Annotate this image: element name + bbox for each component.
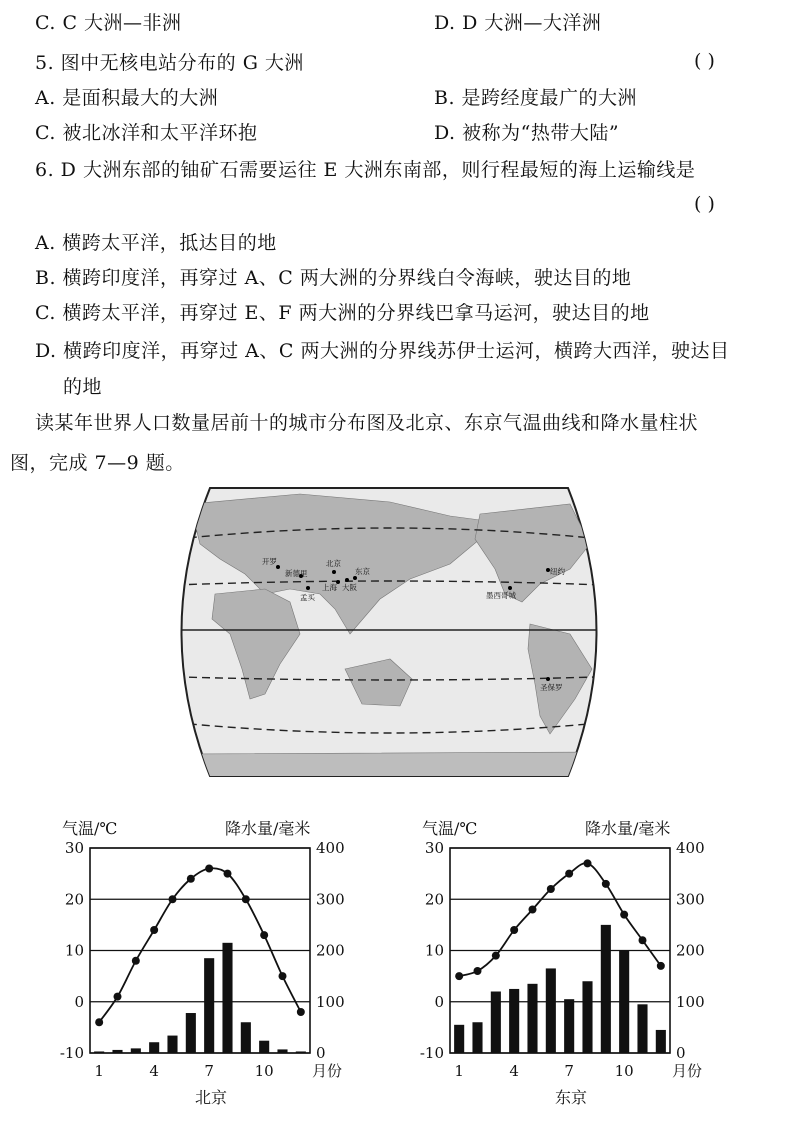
- temperature-point: [565, 870, 573, 878]
- precipitation-bar: [454, 1025, 464, 1053]
- city-label-mexico-city: 墨西哥城: [486, 591, 516, 600]
- precipitation-bar: [112, 1050, 122, 1053]
- city-label-tokyo: 东京: [355, 567, 370, 576]
- city-dot: [345, 578, 349, 582]
- y-left-tick-label: 0: [434, 992, 444, 1011]
- city-dot: [332, 570, 336, 574]
- temperature-point: [657, 962, 665, 970]
- city-dot: [546, 677, 550, 681]
- q5-option-d: D. 被称为“热带大陆”: [434, 122, 620, 144]
- y-left-tick-label: 0: [74, 992, 84, 1011]
- temperature-point: [474, 967, 482, 975]
- precipitation-bar: [241, 1022, 251, 1053]
- climate-chart-tokyo: [400, 808, 730, 1118]
- intro-line-2: 图，完成 7—9 题。: [10, 452, 185, 474]
- q4-option-c: C. C 大洲—非洲: [35, 12, 182, 34]
- y-right-tick-label: 300: [676, 890, 705, 909]
- precipitation-bar: [167, 1036, 177, 1053]
- temperature-point: [529, 906, 537, 914]
- precipitation-bar: [149, 1042, 159, 1053]
- q6-option-a: A. 横跨太平洋，抵达目的地: [35, 232, 277, 254]
- precipitation-bar: [131, 1048, 141, 1053]
- x-tick-label: 4: [149, 1062, 159, 1080]
- precipitation-bar: [546, 968, 556, 1053]
- y-left-tick-label: 20: [424, 890, 444, 909]
- precipitation-bar: [222, 943, 232, 1053]
- y-left-tick-label: 30: [424, 839, 444, 857]
- world-city-map: [150, 484, 628, 780]
- temperature-point: [455, 972, 463, 980]
- y-right-tick-label: 0: [676, 1044, 686, 1062]
- y-left-tick-label: 20: [64, 890, 84, 909]
- q5-option-b: B. 是跨经度最广的大洲: [434, 87, 638, 109]
- y-left-tick-label: 30: [64, 839, 84, 857]
- temperature-point: [95, 1018, 103, 1026]
- q6-option-d-line2: 的地: [63, 376, 103, 398]
- temperature-point: [169, 895, 177, 903]
- q5-option-c: C. 被北冰洋和太平洋环抱: [35, 122, 258, 144]
- precipitation-bar: [656, 1030, 666, 1053]
- precipitation-bar: [601, 925, 611, 1053]
- y-right-tick-label: 100: [316, 992, 345, 1011]
- precipitation-bar: [204, 958, 214, 1053]
- y-left-tick-label: -10: [59, 1044, 84, 1062]
- temperature-point: [132, 957, 140, 965]
- temperature-point: [639, 936, 647, 944]
- q4-option-d: D. D 大洲—大洋洲: [434, 12, 602, 34]
- city-label-osaka: 大阪: [342, 583, 357, 592]
- precipitation-bar: [186, 1013, 196, 1053]
- city-dot: [353, 576, 357, 580]
- precipitation-bar: [637, 1004, 647, 1053]
- temperature-point: [297, 1008, 305, 1016]
- x-axis-title: 月份: [312, 1062, 343, 1080]
- x-tick-label: 10: [614, 1062, 634, 1080]
- q5-stem: 5. 图中无核电站分布的 G 大洲: [35, 52, 304, 74]
- y-right-tick-label: 200: [676, 941, 705, 960]
- chart-caption: 东京: [554, 1088, 588, 1107]
- q6-answer-paren: ( ): [694, 193, 715, 215]
- precipitation-bar: [277, 1049, 287, 1053]
- temperature-point: [114, 993, 122, 1001]
- city-label-mumbai: 孟买: [300, 593, 315, 602]
- temperature-point: [224, 870, 232, 878]
- y-right-axis-title: 降水量/毫米: [225, 819, 311, 838]
- precipitation-bar: [491, 992, 501, 1054]
- intro-line-1: 读某年世界人口数量居前十的城市分布图及北京、东京气温曲线和降水量柱状: [35, 412, 699, 434]
- y-right-tick-label: 0: [316, 1044, 326, 1062]
- precipitation-bar: [527, 984, 537, 1053]
- city-label-beijing: 北京: [326, 559, 341, 568]
- y-left-tick-label: 10: [424, 941, 444, 960]
- precipitation-bar: [296, 1051, 306, 1053]
- temperature-point: [187, 875, 195, 883]
- x-axis-title: 月份: [672, 1062, 703, 1080]
- city-label-sao-paulo: 圣保罗: [540, 683, 563, 692]
- temperature-point: [584, 859, 592, 867]
- precipitation-bar: [582, 981, 592, 1053]
- y-right-tick-label: 300: [316, 890, 345, 909]
- city-label-cairo: 开罗: [262, 557, 277, 566]
- city-label-new-delhi: 新德里: [285, 569, 308, 578]
- temperature-point: [620, 911, 628, 919]
- y-left-tick-label: -10: [419, 1044, 444, 1062]
- city-label-shanghai: 上海: [322, 583, 337, 592]
- temperature-point: [602, 880, 610, 888]
- precipitation-bar: [259, 1041, 269, 1053]
- y-right-axis-title: 降水量/毫米: [585, 819, 671, 838]
- temperature-point: [492, 952, 500, 960]
- q5-answer-paren: ( ): [694, 50, 715, 72]
- x-tick-label: 1: [454, 1062, 464, 1080]
- precipitation-bar: [564, 999, 574, 1053]
- city-dot: [306, 586, 310, 590]
- q6-option-b: B. 横跨印度洋，再穿过 A、C 两大洲的分界线白令海峡，驶达目的地: [35, 267, 632, 289]
- precipitation-bar: [509, 989, 519, 1053]
- precipitation-bar: [94, 1051, 104, 1053]
- q6-option-c: C. 横跨太平洋，再穿过 E、F 两大洲的分界线巴拿马运河，驶达目的地: [35, 302, 650, 324]
- temperature-point: [242, 895, 250, 903]
- city-label-new-york: 纽约: [550, 567, 565, 576]
- q6-option-d-line1: D. 横跨印度洋，再穿过 A、C 两大洲的分界线苏伊士运河，横跨大西洋，驶达目: [35, 340, 730, 362]
- temperature-point: [260, 931, 268, 939]
- y-right-tick-label: 200: [316, 941, 345, 960]
- precipitation-bar: [619, 951, 629, 1054]
- temperature-curve: [99, 868, 301, 1022]
- city-dot: [508, 586, 512, 590]
- temperature-point: [279, 972, 287, 980]
- temperature-point: [205, 865, 213, 873]
- x-tick-label: 7: [204, 1062, 214, 1080]
- y-left-tick-label: 10: [64, 941, 84, 960]
- y-left-axis-title: 气温/℃: [422, 819, 478, 838]
- temperature-point: [547, 885, 555, 893]
- temperature-point: [150, 926, 158, 934]
- chart-caption: 北京: [194, 1088, 228, 1107]
- q5-option-a: A. 是面积最大的大洲: [35, 87, 219, 109]
- x-tick-label: 1: [94, 1062, 104, 1080]
- temperature-point: [510, 926, 518, 934]
- y-right-tick-label: 400: [316, 839, 345, 857]
- x-tick-label: 7: [564, 1062, 574, 1080]
- x-tick-label: 4: [509, 1062, 519, 1080]
- y-right-tick-label: 400: [676, 839, 705, 857]
- precipitation-bar: [472, 1022, 482, 1053]
- y-right-tick-label: 100: [676, 992, 705, 1011]
- y-left-axis-title: 气温/℃: [62, 819, 118, 838]
- map-antarctica: [170, 752, 610, 780]
- q6-stem: 6. D 大洲东部的铀矿石需要运往 E 大洲东南部，则行程最短的海上运输线是: [35, 159, 696, 181]
- x-tick-label: 10: [254, 1062, 274, 1080]
- temperature-curve: [459, 863, 661, 976]
- climate-chart-beijing: [40, 808, 370, 1118]
